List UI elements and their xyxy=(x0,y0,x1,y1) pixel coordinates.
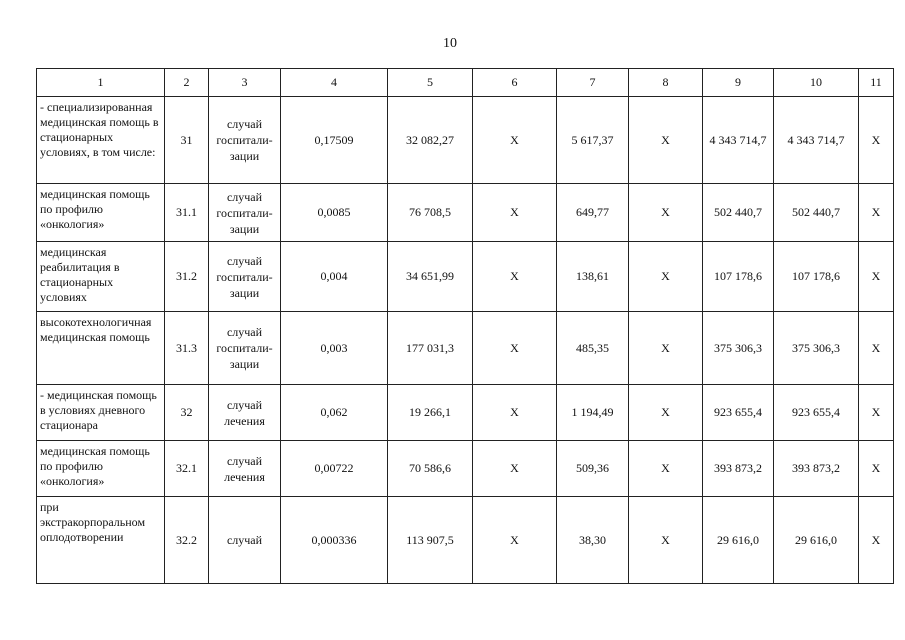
table-row xyxy=(37,497,894,584)
table-cell: X xyxy=(629,97,703,184)
row-code-cell: 32 xyxy=(165,385,209,441)
column-header: 3 xyxy=(209,69,281,97)
row-name-cell: медицинская реабилитация в стационарных условиях xyxy=(37,242,165,312)
page-number: 10 xyxy=(443,36,457,51)
table-cell: 393 873,2 xyxy=(703,441,774,497)
row-name-cell: - специализированная медицинская помощь в стационарных условиях, в том числе: xyxy=(37,97,165,184)
table-cell: 138,61 xyxy=(557,242,629,312)
table-cell: 34 651,99 xyxy=(388,242,473,312)
table-cell: 923 655,4 xyxy=(703,385,774,441)
table-cell: X xyxy=(629,242,703,312)
table-cell: 113 907,5 xyxy=(388,497,473,584)
table-cell: X xyxy=(859,497,894,584)
row-unit-cell: случай госпитали-зации xyxy=(209,184,281,242)
table-cell: 5 617,37 xyxy=(557,97,629,184)
table-cell: 375 306,3 xyxy=(774,312,859,385)
table-cell: 502 440,7 xyxy=(774,184,859,242)
table-cell: X xyxy=(859,441,894,497)
row-code-cell: 32.1 xyxy=(165,441,209,497)
table-cell: 485,35 xyxy=(557,312,629,385)
table-cell: X xyxy=(473,97,557,184)
table-cell: X xyxy=(859,312,894,385)
column-header: 1 xyxy=(37,69,165,97)
column-header: 2 xyxy=(165,69,209,97)
table-cell: 177 031,3 xyxy=(388,312,473,385)
table-cell: X xyxy=(629,385,703,441)
table-cell: 107 178,6 xyxy=(703,242,774,312)
table-cell: X xyxy=(629,312,703,385)
table-cell: X xyxy=(473,497,557,584)
table-cell: 509,36 xyxy=(557,441,629,497)
table-cell: 0,000336 xyxy=(281,497,388,584)
table-row xyxy=(37,385,894,441)
table-cell: 4 343 714,7 xyxy=(774,97,859,184)
table-cell: X xyxy=(859,242,894,312)
table-cell: 502 440,7 xyxy=(703,184,774,242)
column-header: 8 xyxy=(629,69,703,97)
table-cell: 70 586,6 xyxy=(388,441,473,497)
column-header: 4 xyxy=(281,69,388,97)
table-cell: 0,004 xyxy=(281,242,388,312)
row-code-cell: 32.2 xyxy=(165,497,209,584)
row-unit-cell: случай госпитали-зации xyxy=(209,97,281,184)
table-cell: X xyxy=(473,441,557,497)
column-header: 11 xyxy=(859,69,894,97)
table-cell: X xyxy=(859,97,894,184)
row-unit-cell: случай лечения xyxy=(209,441,281,497)
column-header: 9 xyxy=(703,69,774,97)
table-row xyxy=(37,441,894,497)
table-row xyxy=(37,242,894,312)
table-cell: 29 616,0 xyxy=(703,497,774,584)
table-cell: X xyxy=(473,242,557,312)
row-unit-cell: случай xyxy=(209,497,281,584)
column-header: 7 xyxy=(557,69,629,97)
table-cell: 38,30 xyxy=(557,497,629,584)
table-row xyxy=(37,97,894,184)
row-code-cell: 31.2 xyxy=(165,242,209,312)
row-name-cell: медицинская помощь по профилю «онкология» xyxy=(37,441,165,497)
data-table xyxy=(36,68,894,584)
table-cell: 76 708,5 xyxy=(388,184,473,242)
table-cell: X xyxy=(859,184,894,242)
row-code-cell: 31 xyxy=(165,97,209,184)
table-row xyxy=(37,184,894,242)
table-cell: 923 655,4 xyxy=(774,385,859,441)
table-cell: 0,062 xyxy=(281,385,388,441)
table-cell: 0,17509 xyxy=(281,97,388,184)
column-header: 5 xyxy=(388,69,473,97)
table-cell: X xyxy=(473,385,557,441)
row-unit-cell: случай госпитали-зации xyxy=(209,242,281,312)
column-header: 10 xyxy=(774,69,859,97)
table-cell: X xyxy=(629,184,703,242)
table-cell: X xyxy=(859,385,894,441)
row-name-cell: медицинская помощь по профилю «онкология» xyxy=(37,184,165,242)
table-cell: 4 343 714,7 xyxy=(703,97,774,184)
row-code-cell: 31.1 xyxy=(165,184,209,242)
table-cell: 32 082,27 xyxy=(388,97,473,184)
table-cell: 29 616,0 xyxy=(774,497,859,584)
table-cell: X xyxy=(473,312,557,385)
row-name-cell: при экстракорпоральном оплодотворении xyxy=(37,497,165,584)
table-cell: 649,77 xyxy=(557,184,629,242)
table-cell: 107 178,6 xyxy=(774,242,859,312)
table-cell: X xyxy=(629,441,703,497)
row-code-cell: 31.3 xyxy=(165,312,209,385)
table-cell: 0,003 xyxy=(281,312,388,385)
table-header-row xyxy=(37,69,894,97)
table-cell: 0,00722 xyxy=(281,441,388,497)
table-cell: X xyxy=(629,497,703,584)
row-name-cell: высокотехнологичная медицинская помощь xyxy=(37,312,165,385)
column-header: 6 xyxy=(473,69,557,97)
table-row xyxy=(37,312,894,385)
row-unit-cell: случай лечения xyxy=(209,385,281,441)
row-unit-cell: случай госпитали-зации xyxy=(209,312,281,385)
table-cell: 19 266,1 xyxy=(388,385,473,441)
table-cell: X xyxy=(473,184,557,242)
table-cell: 375 306,3 xyxy=(703,312,774,385)
table-cell: 393 873,2 xyxy=(774,441,859,497)
table-cell: 1 194,49 xyxy=(557,385,629,441)
row-name-cell: - медицинская помощь в условиях дневного стационара xyxy=(37,385,165,441)
table-cell: 0,0085 xyxy=(281,184,388,242)
